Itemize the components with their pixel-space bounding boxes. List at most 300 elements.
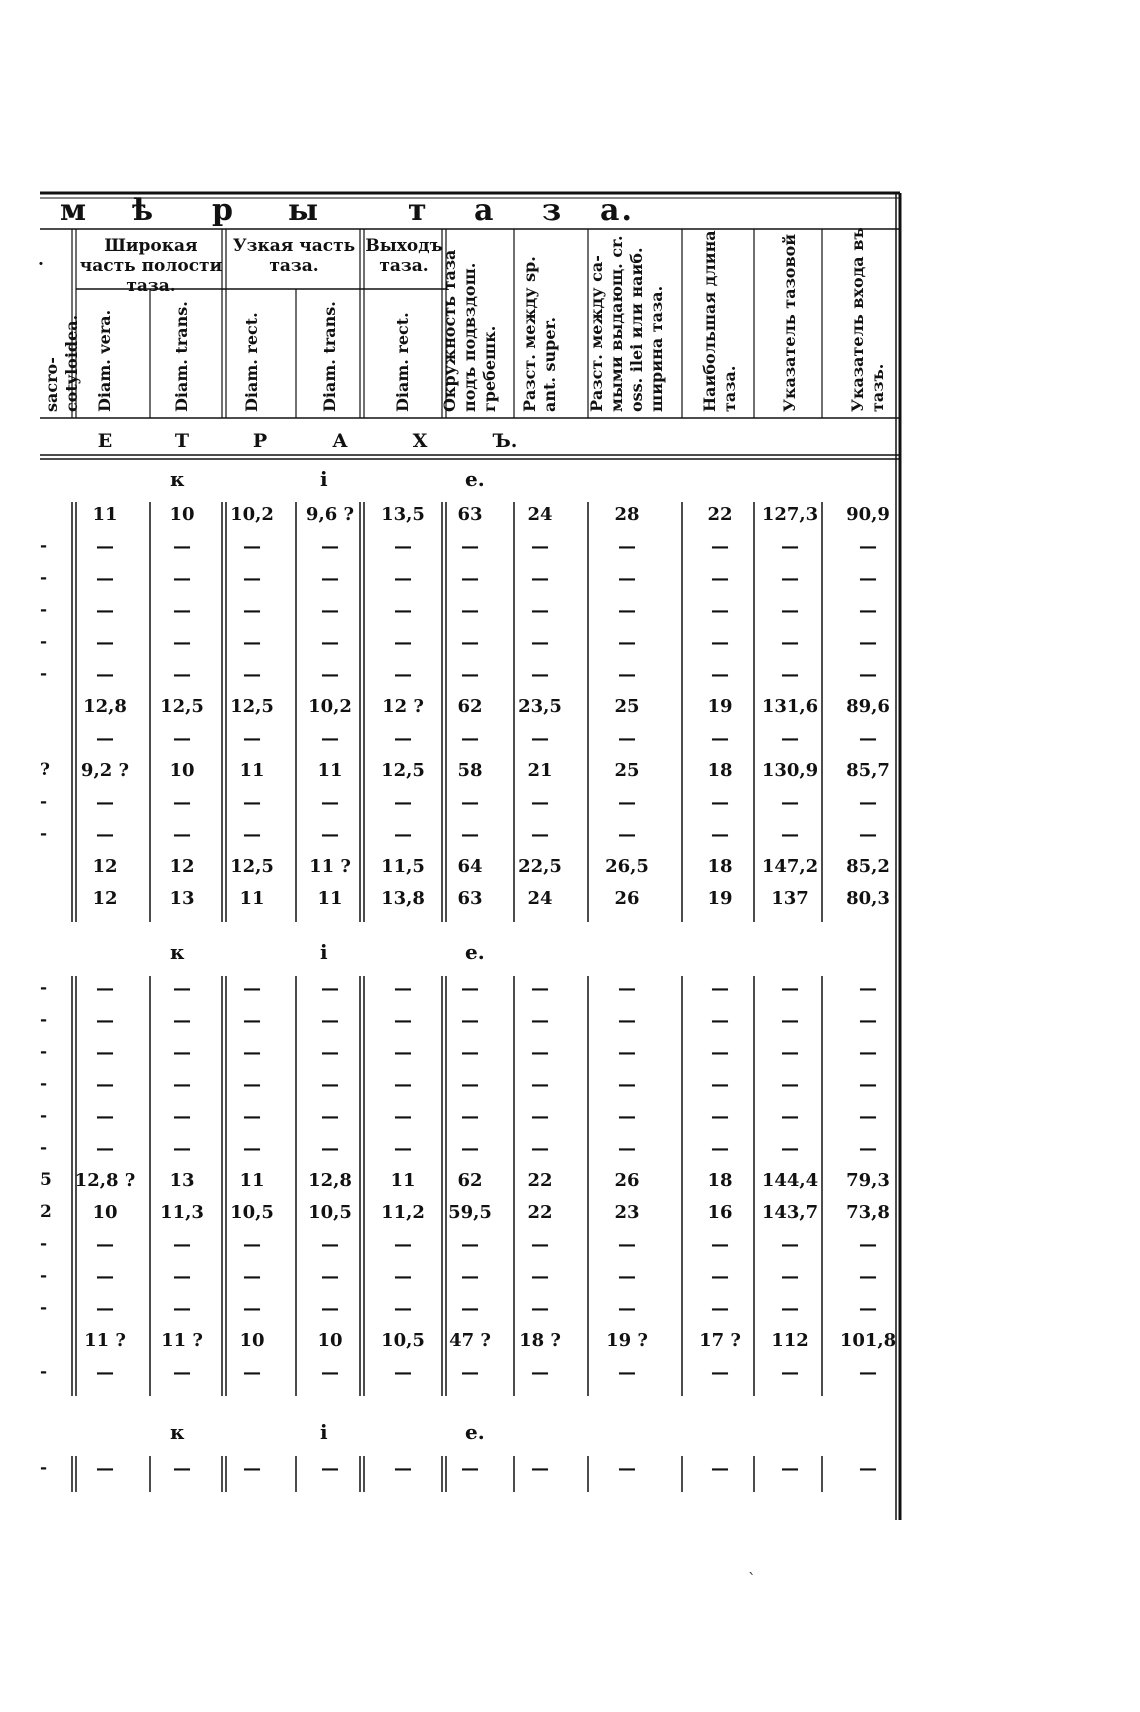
dash-cell: — — [96, 536, 114, 557]
dash-cell: — — [531, 536, 549, 557]
dash-cell: — — [243, 1234, 261, 1255]
dash-cell: — — [173, 1106, 191, 1127]
dash-cell: — — [96, 792, 114, 813]
header-narrow-part: Узкая часть таза. — [232, 236, 356, 276]
dash-cell: — — [711, 824, 729, 845]
table-cell: 11,2 — [381, 1202, 425, 1223]
left-fragment-cell: - — [40, 1362, 48, 1382]
left-fragment-cell: - — [40, 792, 48, 812]
dash-cell: — — [618, 568, 636, 589]
dash-cell: — — [321, 1138, 339, 1159]
dash-cell: — — [618, 1010, 636, 1031]
dash-cell: — — [243, 792, 261, 813]
left-fragment-cell: - — [40, 1106, 48, 1126]
dash-cell: — — [531, 1138, 549, 1159]
dash-cell: — — [859, 1074, 877, 1095]
dash-cell: — — [96, 1266, 114, 1287]
dash-cell: — — [173, 1266, 191, 1287]
dash-cell: — — [461, 1074, 479, 1095]
dash-cell: — — [711, 728, 729, 749]
dash-cell: — — [859, 568, 877, 589]
dash-cell: — — [781, 792, 799, 813]
dash-cell: — — [711, 536, 729, 557]
dash-cell: — — [96, 1042, 114, 1063]
table-cell: 12,5 — [230, 856, 274, 877]
dash-cell: — — [173, 1234, 191, 1255]
dash-cell: — — [461, 1234, 479, 1255]
dash-cell: — — [781, 1138, 799, 1159]
table-cell: 23,5 — [518, 696, 562, 717]
dash-cell: — — [96, 1458, 114, 1479]
table-cell: 147,2 — [761, 856, 819, 877]
dash-cell: — — [461, 632, 479, 653]
dash-cell: — — [96, 1362, 114, 1383]
dash-cell: — — [96, 1106, 114, 1127]
section-letter: к — [170, 940, 185, 964]
dash-cell: — — [394, 1138, 412, 1159]
dash-cell: — — [859, 1138, 877, 1159]
dash-cell: — — [173, 824, 191, 845]
dash-cell: — — [781, 1234, 799, 1255]
dash-cell: — — [618, 1298, 636, 1319]
table-cell: 11 ? — [84, 1330, 126, 1351]
table-cell: 10 — [92, 1202, 118, 1223]
dash-cell: — — [531, 728, 549, 749]
section-letter: i — [320, 467, 328, 491]
dash-cell: — — [461, 664, 479, 685]
table-cell: 137 — [771, 888, 809, 909]
letter-row-cell: Е — [97, 430, 113, 452]
table-cell: 73,8 — [846, 1202, 890, 1223]
table-cell: 11 — [239, 1170, 265, 1191]
table-cell: 131,6 — [761, 696, 819, 717]
table-cell: 90,9 — [846, 504, 890, 525]
dash-cell: — — [859, 1298, 877, 1319]
dash-cell: — — [96, 1234, 114, 1255]
section-letter: к — [170, 1420, 185, 1444]
dash-cell: — — [781, 1266, 799, 1287]
dash-cell: — — [461, 1138, 479, 1159]
dash-cell: — — [781, 824, 799, 845]
dash-cell: — — [859, 632, 877, 653]
dash-cell: — — [618, 824, 636, 845]
column-header: Diam. vera. — [95, 309, 114, 412]
dash-cell: — — [173, 568, 191, 589]
dash-cell: — — [781, 1074, 799, 1095]
table-cell: 24 — [527, 888, 553, 909]
table-cell: 62 — [457, 1170, 483, 1191]
left-fragment-cell: - — [40, 1298, 48, 1318]
table-cell: 127,3 — [761, 504, 819, 525]
dash-cell: — — [711, 1234, 729, 1255]
dash-cell: — — [781, 1010, 799, 1031]
dash-cell: — — [859, 1266, 877, 1287]
column-header: Diam. rect. — [393, 312, 412, 412]
dash-cell: — — [96, 728, 114, 749]
table-cell: 12,5 — [230, 696, 274, 717]
dash-cell: — — [859, 600, 877, 621]
dash-cell: — — [859, 1234, 877, 1255]
dash-cell: — — [243, 1074, 261, 1095]
dash-cell: — — [394, 1362, 412, 1383]
title-letter: а — [474, 193, 496, 228]
dash-cell: — — [461, 1010, 479, 1031]
dash-cell: — — [781, 664, 799, 685]
dash-cell: — — [96, 568, 114, 589]
dash-cell: — — [618, 728, 636, 749]
dash-cell: — — [618, 978, 636, 999]
table-cell: 47 ? — [449, 1330, 491, 1351]
dash-cell: — — [461, 1362, 479, 1383]
letter-row-cell: А — [332, 430, 348, 452]
dash-cell: — — [173, 1010, 191, 1031]
dash-cell: — — [531, 1010, 549, 1031]
dash-cell: — — [531, 792, 549, 813]
column-header: Diam. rect. — [242, 312, 261, 412]
dash-cell: — — [394, 632, 412, 653]
dash-cell: — — [173, 1042, 191, 1063]
dash-cell: — — [243, 824, 261, 845]
dash-cell: — — [781, 1458, 799, 1479]
dash-cell: — — [461, 824, 479, 845]
table-cell: 59,5 — [448, 1202, 492, 1223]
left-fragment-cell: ? — [40, 760, 50, 780]
section-letter: к — [170, 467, 185, 491]
dash-cell: — — [711, 1362, 729, 1383]
dash-cell: — — [96, 978, 114, 999]
column-header: Diam. trans. — [320, 301, 339, 412]
dash-cell: — — [461, 1266, 479, 1287]
table-cell: 10 — [169, 504, 195, 525]
table-cell: 11 — [92, 504, 118, 525]
dash-cell: — — [321, 600, 339, 621]
dash-cell: — — [461, 792, 479, 813]
header-exit: Выходъ таза. — [365, 236, 443, 276]
dash-cell: — — [243, 600, 261, 621]
dash-cell: — — [321, 664, 339, 685]
table-cell: 11,5 — [381, 856, 425, 877]
dash-cell: — — [394, 1234, 412, 1255]
dash-cell: — — [531, 824, 549, 845]
dash-cell: — — [461, 536, 479, 557]
dash-cell: — — [394, 824, 412, 845]
left-fragment-cell: - — [40, 568, 48, 588]
table-cell: 11,3 — [160, 1202, 204, 1223]
dash-cell: — — [781, 536, 799, 557]
table-cell: 10,5 — [230, 1202, 274, 1223]
dash-cell: — — [173, 1298, 191, 1319]
dash-cell: — — [531, 568, 549, 589]
dash-cell: — — [321, 1458, 339, 1479]
dash-cell: — — [321, 568, 339, 589]
letter-row-cell: Р — [252, 430, 268, 452]
dash-cell: — — [96, 1074, 114, 1095]
table-cell: 11 ? — [161, 1330, 203, 1351]
dash-cell: — — [243, 728, 261, 749]
dash-cell: — — [618, 600, 636, 621]
dash-cell: — — [243, 1138, 261, 1159]
dash-cell: — — [711, 978, 729, 999]
dash-cell: — — [859, 536, 877, 557]
dash-cell: — — [781, 978, 799, 999]
dash-cell: — — [711, 1458, 729, 1479]
dash-cell: — — [394, 1074, 412, 1095]
dash-cell: — — [618, 1362, 636, 1383]
left-fragment-cell: 5 — [40, 1170, 52, 1190]
table-cell: 12,5 — [160, 696, 204, 717]
dash-cell: — — [859, 978, 877, 999]
table-cell: 10,5 — [381, 1330, 425, 1351]
table-cell: 58 — [457, 760, 483, 781]
table-cell: 22 — [527, 1202, 553, 1223]
dash-cell: — — [394, 728, 412, 749]
section-letter: е. — [465, 467, 485, 491]
header-wide-part: Широкая часть полости таза. — [79, 236, 223, 296]
table-cell: 9,2 ? — [80, 760, 130, 781]
dash-cell: — — [531, 1266, 549, 1287]
section-letter: е. — [465, 1420, 485, 1444]
table-cell: 12,8 — [308, 1170, 352, 1191]
column-header: Разст. между са- мыми выдающ. cr. oss. ilei или наиб. ширина таза. — [587, 235, 666, 412]
dash-cell: — — [461, 1042, 479, 1063]
table-cell: 13 — [169, 1170, 195, 1191]
dash-cell: — — [394, 536, 412, 557]
dash-cell: — — [321, 1234, 339, 1255]
table-cell: 23 — [614, 1202, 640, 1223]
dash-cell: — — [394, 1298, 412, 1319]
table-cell: 10 — [239, 1330, 265, 1351]
title-letter: ѣ — [132, 193, 156, 228]
dash-cell: — — [618, 1138, 636, 1159]
dash-cell: — — [243, 1010, 261, 1031]
title-letter: м — [60, 193, 89, 228]
dash-cell: — — [781, 1298, 799, 1319]
table-cell: 22 — [527, 1170, 553, 1191]
dash-cell: — — [531, 664, 549, 685]
table-cell: 19 — [707, 888, 733, 909]
dash-cell: — — [173, 1074, 191, 1095]
dash-cell: — — [321, 978, 339, 999]
table-cell: 22 — [707, 504, 733, 525]
dash-cell: — — [173, 792, 191, 813]
dash-cell: — — [96, 664, 114, 685]
dash-cell: — — [859, 1458, 877, 1479]
left-fragment-cell: - — [40, 632, 48, 652]
dash-cell: — — [711, 632, 729, 653]
table-cell: 85,7 — [846, 760, 890, 781]
dash-cell: — — [394, 1106, 412, 1127]
dash-cell: — — [96, 824, 114, 845]
dash-cell: — — [243, 1266, 261, 1287]
left-fragment-cell: - — [40, 1234, 48, 1254]
table-cell: 10,5 — [308, 1202, 352, 1223]
dash-cell: — — [394, 1458, 412, 1479]
table-cell: 143,7 — [761, 1202, 819, 1223]
dash-cell: — — [711, 1138, 729, 1159]
table-cell: 18 — [707, 760, 733, 781]
left-fragment-cell: - — [40, 1138, 48, 1158]
table-cell: 80,3 — [846, 888, 890, 909]
table-cell: 144,4 — [761, 1170, 819, 1191]
table-cell: 26,5 — [605, 856, 649, 877]
table-cell: 63 — [457, 888, 483, 909]
dash-cell: — — [711, 664, 729, 685]
dash-cell: — — [243, 1458, 261, 1479]
table-cell: 12,5 — [381, 760, 425, 781]
table-cell: 13,5 — [381, 504, 425, 525]
dash-cell: — — [173, 1458, 191, 1479]
dash-cell: — — [618, 536, 636, 557]
dash-cell: — — [321, 1298, 339, 1319]
dash-cell: — — [321, 1042, 339, 1063]
dash-cell: — — [394, 1266, 412, 1287]
table-cell: 12,8 ? — [74, 1170, 136, 1191]
dash-cell: — — [531, 1106, 549, 1127]
dash-cell: — — [859, 1042, 877, 1063]
dash-cell: — — [461, 728, 479, 749]
dash-cell: — — [531, 632, 549, 653]
dash-cell: — — [461, 1298, 479, 1319]
left-fragment-cell: - — [40, 600, 48, 620]
dash-cell: — — [531, 600, 549, 621]
dash-cell: — — [859, 1106, 877, 1127]
left-fragment-cell: - — [40, 536, 48, 556]
dash-cell: — — [394, 1042, 412, 1063]
dash-cell: — — [394, 978, 412, 999]
left-fragment-cell: - — [40, 824, 48, 844]
dash-cell: — — [711, 1074, 729, 1095]
table-cell: 79,3 — [846, 1170, 890, 1191]
table-cell: 17 ? — [699, 1330, 741, 1351]
table-cell: 21 — [527, 760, 553, 781]
dash-cell: — — [618, 664, 636, 685]
letter-row-cell: Т — [174, 430, 190, 452]
table-cell: 63 — [457, 504, 483, 525]
dash-cell: — — [173, 600, 191, 621]
section-letter: i — [320, 940, 328, 964]
left-fragment-rotated-header: sacro-cotyloidea. — [42, 314, 81, 412]
dash-cell: — — [173, 728, 191, 749]
table-cell: 12 ? — [382, 696, 424, 717]
table-cell: 26 — [614, 888, 640, 909]
dash-cell: — — [859, 1010, 877, 1031]
dash-cell: — — [394, 1010, 412, 1031]
table-cell: 19 — [707, 696, 733, 717]
dash-cell: — — [243, 1106, 261, 1127]
table-cell: 64 — [457, 856, 483, 877]
table-cell: 12 — [92, 856, 118, 877]
dash-cell: — — [859, 824, 877, 845]
dash-cell: — — [781, 728, 799, 749]
table-cell: 25 — [614, 760, 640, 781]
dash-cell: — — [531, 1458, 549, 1479]
dash-cell: — — [243, 664, 261, 685]
dash-cell: — — [711, 568, 729, 589]
dash-cell: — — [618, 792, 636, 813]
table-cell: 130,9 — [761, 760, 819, 781]
dash-cell: — — [618, 1042, 636, 1063]
table-cell: 13 — [169, 888, 195, 909]
dash-cell: — — [243, 978, 261, 999]
dash-cell: — — [618, 1234, 636, 1255]
dash-cell: — — [531, 1298, 549, 1319]
dash-cell: — — [96, 1138, 114, 1159]
dash-cell: — — [173, 536, 191, 557]
dash-cell: — — [96, 600, 114, 621]
table-cell: 11 ? — [309, 856, 351, 877]
table-cell: 10 — [169, 760, 195, 781]
dash-cell: — — [618, 1266, 636, 1287]
dash-cell: — — [781, 632, 799, 653]
dash-cell: — — [243, 1362, 261, 1383]
left-fragment-cell: - — [40, 1042, 48, 1062]
dash-cell: — — [461, 1106, 479, 1127]
column-header: Наибольшая длина таза. — [700, 230, 739, 412]
table-cell: 25 — [614, 696, 640, 717]
dash-cell: — — [531, 1074, 549, 1095]
table-cell: 9,6 ? — [305, 504, 355, 525]
dash-cell: — — [394, 664, 412, 685]
dash-cell: — — [243, 1042, 261, 1063]
dash-cell: — — [531, 1234, 549, 1255]
table-cell: 26 — [614, 1170, 640, 1191]
section-letter: i — [320, 1420, 328, 1444]
dash-cell: — — [394, 600, 412, 621]
left-fragment-cell: - — [40, 664, 48, 684]
dash-cell: — — [781, 1042, 799, 1063]
dash-cell: — — [618, 1074, 636, 1095]
table-cell: 12 — [92, 888, 118, 909]
dash-cell: — — [531, 1362, 549, 1383]
title-letter: р — [212, 193, 235, 228]
table-cell: 22,5 — [518, 856, 562, 877]
table-cell: 13,8 — [381, 888, 425, 909]
dash-cell: — — [394, 792, 412, 813]
dash-cell: — — [321, 632, 339, 653]
dash-cell: — — [618, 1458, 636, 1479]
table-cell: 89,6 — [846, 696, 890, 717]
dash-cell: — — [711, 600, 729, 621]
left-fragment-cell: 2 — [40, 1202, 52, 1222]
table-cell: 11 — [317, 888, 343, 909]
table-cell: 11 — [239, 888, 265, 909]
dash-cell: — — [173, 664, 191, 685]
table-cell: 10,2 — [230, 504, 274, 525]
dash-cell: — — [321, 1362, 339, 1383]
dash-cell: — — [321, 1010, 339, 1031]
title-letter: з — [542, 193, 564, 228]
column-header: Окружность таза подъ подвздош. гребешк. — [440, 249, 499, 412]
dash-cell: — — [461, 600, 479, 621]
dash-cell: — — [711, 1106, 729, 1127]
dash-cell: — — [531, 1042, 549, 1063]
dash-cell: — — [321, 536, 339, 557]
left-fragment-cell: - — [40, 978, 48, 998]
column-header: Разст. между sp. ant. super. — [520, 256, 559, 412]
dash-cell: — — [781, 1362, 799, 1383]
dash-cell: — — [243, 568, 261, 589]
table-cell: 12 — [169, 856, 195, 877]
dash-cell: — — [711, 792, 729, 813]
table-cell: 62 — [457, 696, 483, 717]
dash-cell: — — [781, 600, 799, 621]
dash-cell: — — [394, 568, 412, 589]
table-cell: 10 — [317, 1330, 343, 1351]
dash-cell: — — [711, 1010, 729, 1031]
table-cell: 10,2 — [308, 696, 352, 717]
dash-cell: — — [243, 632, 261, 653]
table-cell: 18 ? — [519, 1330, 561, 1351]
